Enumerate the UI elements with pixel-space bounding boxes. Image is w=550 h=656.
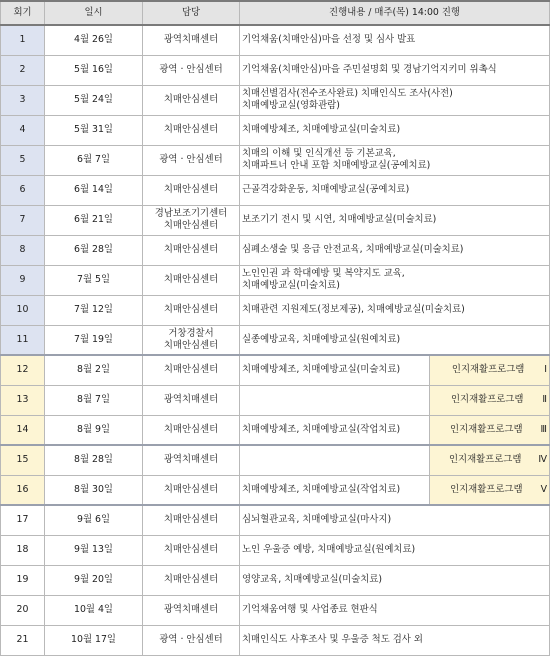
table-row: [1, 295, 550, 325]
rehab-program-label: 인지재활프로그램: [450, 483, 523, 495]
session-date: 6월 14일: [45, 175, 143, 205]
session-content: [240, 205, 550, 235]
header-no: 회기: [1, 1, 45, 25]
table-row: [1, 85, 550, 115]
content-line: 치매선별검사(전수조사완료) 치매인식도 조사(사전): [242, 88, 453, 100]
table-header-row: [1, 1, 550, 25]
session-content: [240, 595, 550, 625]
session-owner: [143, 565, 240, 595]
session-number: 11: [1, 325, 45, 355]
session-date: 10월 17일: [45, 625, 143, 655]
rehab-program-cell: [430, 475, 550, 505]
session-date: 8월 28일: [45, 445, 143, 475]
table-row: [1, 115, 550, 145]
owner-line: 경남보조기기센터: [154, 208, 228, 220]
session-owner: [143, 115, 240, 145]
session-owner: [143, 85, 240, 115]
table-row: [1, 535, 550, 565]
session-date: 6월 7일: [45, 145, 143, 175]
session-date: 7월 19일: [45, 325, 143, 355]
session-owner: [143, 415, 240, 445]
session-date: 5월 24일: [45, 85, 143, 115]
header-content: 진행내용 / 매주(목) 14:00 진행: [240, 1, 550, 25]
table-row: [1, 55, 550, 85]
content-line: 치매예방교실(미술치료): [242, 280, 340, 291]
session-date: 9월 20일: [45, 565, 143, 595]
content-line: 노인 우울증 예방, 치매예방교실(원예치료): [242, 544, 416, 556]
session-number: 18: [1, 535, 45, 565]
session-owner: [143, 505, 240, 535]
owner-line: 치매안심센터: [163, 544, 219, 556]
session-date: 9월 13일: [45, 535, 143, 565]
content-line: 기억채움여행 및 사업종료 현판식: [242, 604, 378, 616]
table-row: [1, 595, 550, 625]
session-date: 4월 26일: [45, 25, 143, 55]
session-owner: [143, 355, 240, 385]
session-owner: [143, 55, 240, 85]
session-date: 6월 21일: [45, 205, 143, 235]
content-line: 치매예방체조, 치매예방교실(미술치료): [242, 124, 401, 136]
table-row: [1, 475, 550, 505]
table-row: [1, 145, 550, 175]
table-row: [1, 445, 550, 475]
content-line: 보조기기 전시 및 시연, 치매예방교실(미술치료): [242, 214, 437, 226]
session-owner: [143, 175, 240, 205]
session-date: 6월 28일: [45, 235, 143, 265]
session-number: 12: [1, 355, 45, 385]
session-content: [240, 475, 430, 505]
session-number: 1: [1, 25, 45, 55]
session-owner: [143, 325, 240, 355]
content-line: 기억채움(치매안심)마을 주민설명회 및 경남기억지키미 위촉식: [242, 64, 497, 76]
owner-line: 치매안심센터: [163, 304, 219, 316]
session-content: [240, 25, 550, 55]
table-row: [1, 25, 550, 55]
content-line: 치매예방체조, 치매예방교실(미술치료): [242, 364, 401, 376]
session-date: 10월 4일: [45, 595, 143, 625]
session-date: 5월 16일: [45, 55, 143, 85]
owner-line: 치매안심센터: [163, 244, 219, 256]
session-owner: [143, 235, 240, 265]
owner-line: 광역치매센터: [163, 394, 219, 406]
session-owner: [143, 625, 240, 655]
owner-line: 치매안심센터: [163, 423, 219, 435]
content-line: 치매예방체조, 치매예방교실(작업치료): [242, 423, 401, 435]
owner-line: 치매안심센터: [163, 274, 219, 286]
schedule-rows: [1, 25, 550, 655]
session-date: 8월 30일: [45, 475, 143, 505]
session-number: 4: [1, 115, 45, 145]
rehab-program-number: Ⅰ: [544, 364, 548, 376]
rehab-program-number: Ⅲ: [540, 423, 548, 435]
owner-line: 치매안심센터: [163, 220, 219, 231]
session-date: 8월 9일: [45, 415, 143, 445]
table-row: [1, 325, 550, 355]
session-number: 3: [1, 85, 45, 115]
rehab-program-label: 인지재활프로그램: [450, 423, 523, 435]
header-date: 일시: [45, 1, 143, 25]
session-content: [240, 535, 550, 565]
rehab-program-cell: [430, 445, 550, 475]
table-row: [1, 565, 550, 595]
session-content: [240, 295, 550, 325]
session-number: 8: [1, 235, 45, 265]
table-row: [1, 265, 550, 295]
owner-line: 치매안심센터: [163, 574, 219, 586]
session-owner: [143, 295, 240, 325]
session-owner: [143, 445, 240, 475]
session-number: 14: [1, 415, 45, 445]
content-line: 기억채움(치매안심)마을 선정 및 심사 발표: [242, 34, 416, 46]
session-date: 7월 12일: [45, 295, 143, 325]
session-number: 16: [1, 475, 45, 505]
session-number: 19: [1, 565, 45, 595]
session-number: 15: [1, 445, 45, 475]
content-line: 노인인권 과 학대예방 및 복약지도 교육,: [242, 268, 405, 280]
owner-line: 치매안심센터: [163, 184, 219, 196]
owner-line: 광역 · 안심센터: [159, 64, 223, 76]
rehab-program-label: 인지재활프로그램: [451, 364, 525, 376]
session-owner: [143, 535, 240, 565]
session-date: 7월 5일: [45, 265, 143, 295]
session-owner: [143, 595, 240, 625]
owner-line: 광역치매센터: [163, 604, 219, 616]
session-owner: [143, 25, 240, 55]
session-number: 13: [1, 385, 45, 415]
table-row: [1, 415, 550, 445]
rehab-program-label: 인지재활프로그램: [450, 394, 524, 406]
session-content: [240, 55, 550, 85]
rehab-program-cell: [430, 415, 550, 445]
table-row: [1, 505, 550, 535]
owner-line: 광역치매센터: [163, 34, 219, 46]
table-row: [1, 175, 550, 205]
session-content: [240, 325, 550, 355]
rehab-program-label: 인지재활프로그램: [448, 454, 522, 466]
owner-line: 거창경찰서: [168, 328, 214, 339]
owner-line: 치매안심센터: [163, 483, 219, 495]
content-line: 치매인식도 사후조사 및 우울증 척도 검사 외: [242, 634, 423, 646]
session-date: 9월 6일: [45, 505, 143, 535]
owner-line: 치매안심센터: [163, 124, 219, 136]
session-number: 10: [1, 295, 45, 325]
owner-line: 치매안심센터: [163, 339, 219, 351]
rehab-program-number: Ⅳ: [538, 454, 548, 466]
session-content: [240, 505, 550, 535]
session-content: [240, 445, 430, 475]
session-content: [240, 565, 550, 595]
session-content: [240, 115, 550, 145]
session-number: 5: [1, 145, 45, 175]
session-content: [240, 145, 550, 175]
session-number: 7: [1, 205, 45, 235]
owner-line: 치매안심센터: [163, 514, 219, 526]
session-owner: [143, 145, 240, 175]
table-row: [1, 625, 550, 655]
content-line: 영양교육, 치매예방교실(미술치료): [242, 574, 383, 586]
session-content: [240, 385, 430, 415]
rehab-program-cell: [430, 355, 550, 385]
session-content: [240, 265, 550, 295]
session-date: 8월 7일: [45, 385, 143, 415]
table-row: [1, 235, 550, 265]
session-number: 2: [1, 55, 45, 85]
session-date: 5월 31일: [45, 115, 143, 145]
content-line: 치매예방교실(영화관람): [242, 100, 340, 111]
session-date: 8월 2일: [45, 355, 143, 385]
session-content: [240, 235, 550, 265]
rehab-program-number: Ⅱ: [542, 394, 548, 406]
session-content: [240, 355, 430, 385]
table-row: [1, 355, 550, 385]
header-owner: 담당: [143, 1, 240, 25]
session-owner: [143, 475, 240, 505]
content-line: 실종예방교육, 치매예방교실(원예치료): [242, 333, 401, 345]
session-number: 21: [1, 625, 45, 655]
session-content: [240, 415, 430, 445]
owner-line: 광역 · 안심센터: [159, 634, 223, 646]
content-line: 근골격강화운동, 치매예방교실(공예치료): [242, 184, 410, 196]
session-content: [240, 85, 550, 115]
owner-line: 광역치매센터: [163, 454, 219, 466]
rehab-program-cell: [430, 385, 550, 415]
owner-line: 치매안심센터: [163, 364, 219, 376]
rehab-program-number: Ⅴ: [540, 483, 548, 495]
session-number: 17: [1, 505, 45, 535]
owner-line: 광역 · 안심센터: [159, 154, 223, 166]
session-owner: [143, 265, 240, 295]
session-owner: [143, 385, 240, 415]
session-number: 9: [1, 265, 45, 295]
content-line: 치매관련 지원제도(정보제공), 치매예방교실(미술치료): [242, 304, 465, 316]
table-row: [1, 205, 550, 235]
content-line: 치매예방체조, 치매예방교실(작업치료): [242, 483, 401, 495]
content-line: 심폐소생술 및 응급 안전교육, 치매예방교실(미술치료): [242, 244, 464, 256]
content-line: 치매파트너 안내 포함 치매예방교실(공예치료): [242, 160, 431, 171]
content-line: 심뇌혈관교육, 치매예방교실(마사지): [242, 514, 392, 526]
session-owner: [143, 205, 240, 235]
session-content: [240, 175, 550, 205]
content-line: 치매의 이해 및 인식개선 등 기본교육,: [242, 148, 396, 160]
session-number: 20: [1, 595, 45, 625]
table-row: [1, 385, 550, 415]
session-number: 6: [1, 175, 45, 205]
session-content: [240, 625, 550, 655]
owner-line: 치매안심센터: [163, 94, 219, 106]
